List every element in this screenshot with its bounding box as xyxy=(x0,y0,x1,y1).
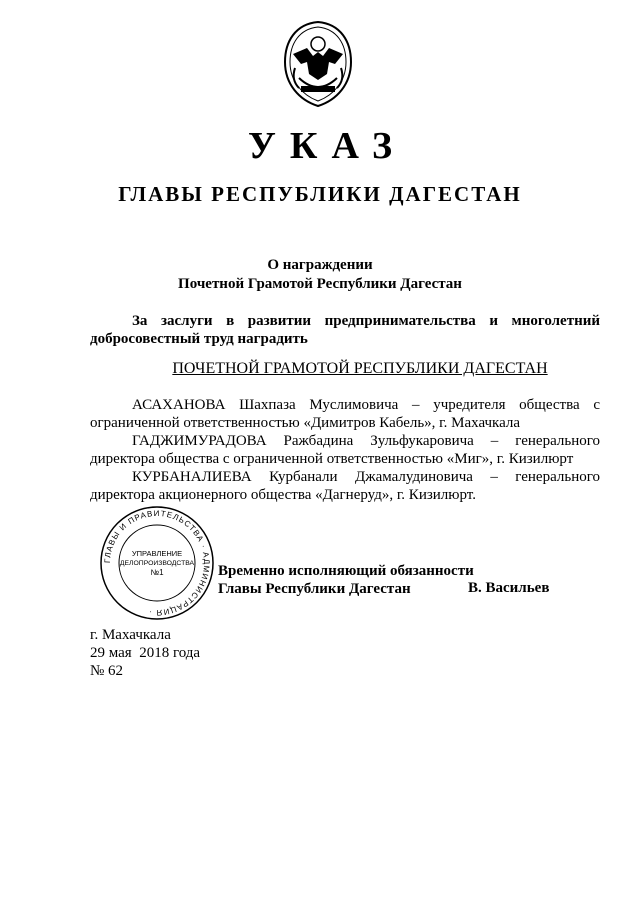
office-stamp xyxy=(98,504,216,622)
document-title: УКАЗ xyxy=(248,125,406,167)
signatory-name: В. Васильев xyxy=(468,580,550,596)
awardee-item xyxy=(90,468,600,504)
stamp-line2: ДЕЛОПРОИЗВОДСТВА xyxy=(119,560,195,567)
signatory-role-line1: Временно исполняющий обязанности xyxy=(218,563,474,579)
preamble-text: За заслуги в развитии предпринимательства и многолетний добросовестный труд наградить xyxy=(90,313,600,347)
awardee-details: Курбанали Джамалудиновича – генерального директора акционерного общества «Дагнеруд», г. Кизилюрт. xyxy=(90,469,600,503)
stamp-outer-text: ГЛАВЫ И ПРАВИТЕЛЬСТВА · АДМИНИСТРАЦИЯ · xyxy=(102,508,212,618)
stamp-line1: УПРАВЛЕНИЕ xyxy=(131,549,183,558)
subject-heading-line1: О награждении xyxy=(267,257,373,273)
coat-of-arms-emblem xyxy=(277,18,359,110)
awardee-item xyxy=(90,432,600,468)
awardee-name: ГАДЖИМУРАДОВА xyxy=(132,433,267,449)
stamp-line3: №1 xyxy=(150,568,164,577)
awardee-item xyxy=(90,396,600,432)
footer-date: 29 мая 2018 года xyxy=(90,645,201,661)
subject-heading xyxy=(0,256,640,294)
footer-city: г. Махачкала xyxy=(90,627,171,643)
signatory-role-line2: Главы Республики Дагестан xyxy=(218,581,411,597)
awardee-details: Шахпаза Муслимовича – учредителя общества с ограниченной ответственностью «Димитров Кабель», г. Махачкала xyxy=(90,397,600,431)
awardee-name: КУРБАНАЛИЕВА xyxy=(132,469,252,485)
awardee-name: АСАХАНОВА xyxy=(132,397,226,413)
footer-number: № 62 xyxy=(90,663,124,679)
awardee-details: Ражбадина Зульфукаровича – генерального директора общества с ограниченной ответственностью «Миг», г. Кизилюрт xyxy=(90,433,600,467)
document-subtitle: ГЛАВЫ РЕСПУБЛИКИ ДАГЕСТАН xyxy=(118,182,522,206)
award-title: ПОЧЕТНОЙ ГРАМОТОЙ РЕСПУБЛИКИ ДАГЕСТАН xyxy=(172,360,548,377)
document-footer xyxy=(90,626,200,680)
awardee-list xyxy=(90,396,600,504)
signatory-role xyxy=(218,562,474,598)
subject-heading-line2: Почетной Грамотой Республики Дагестан xyxy=(178,276,462,292)
